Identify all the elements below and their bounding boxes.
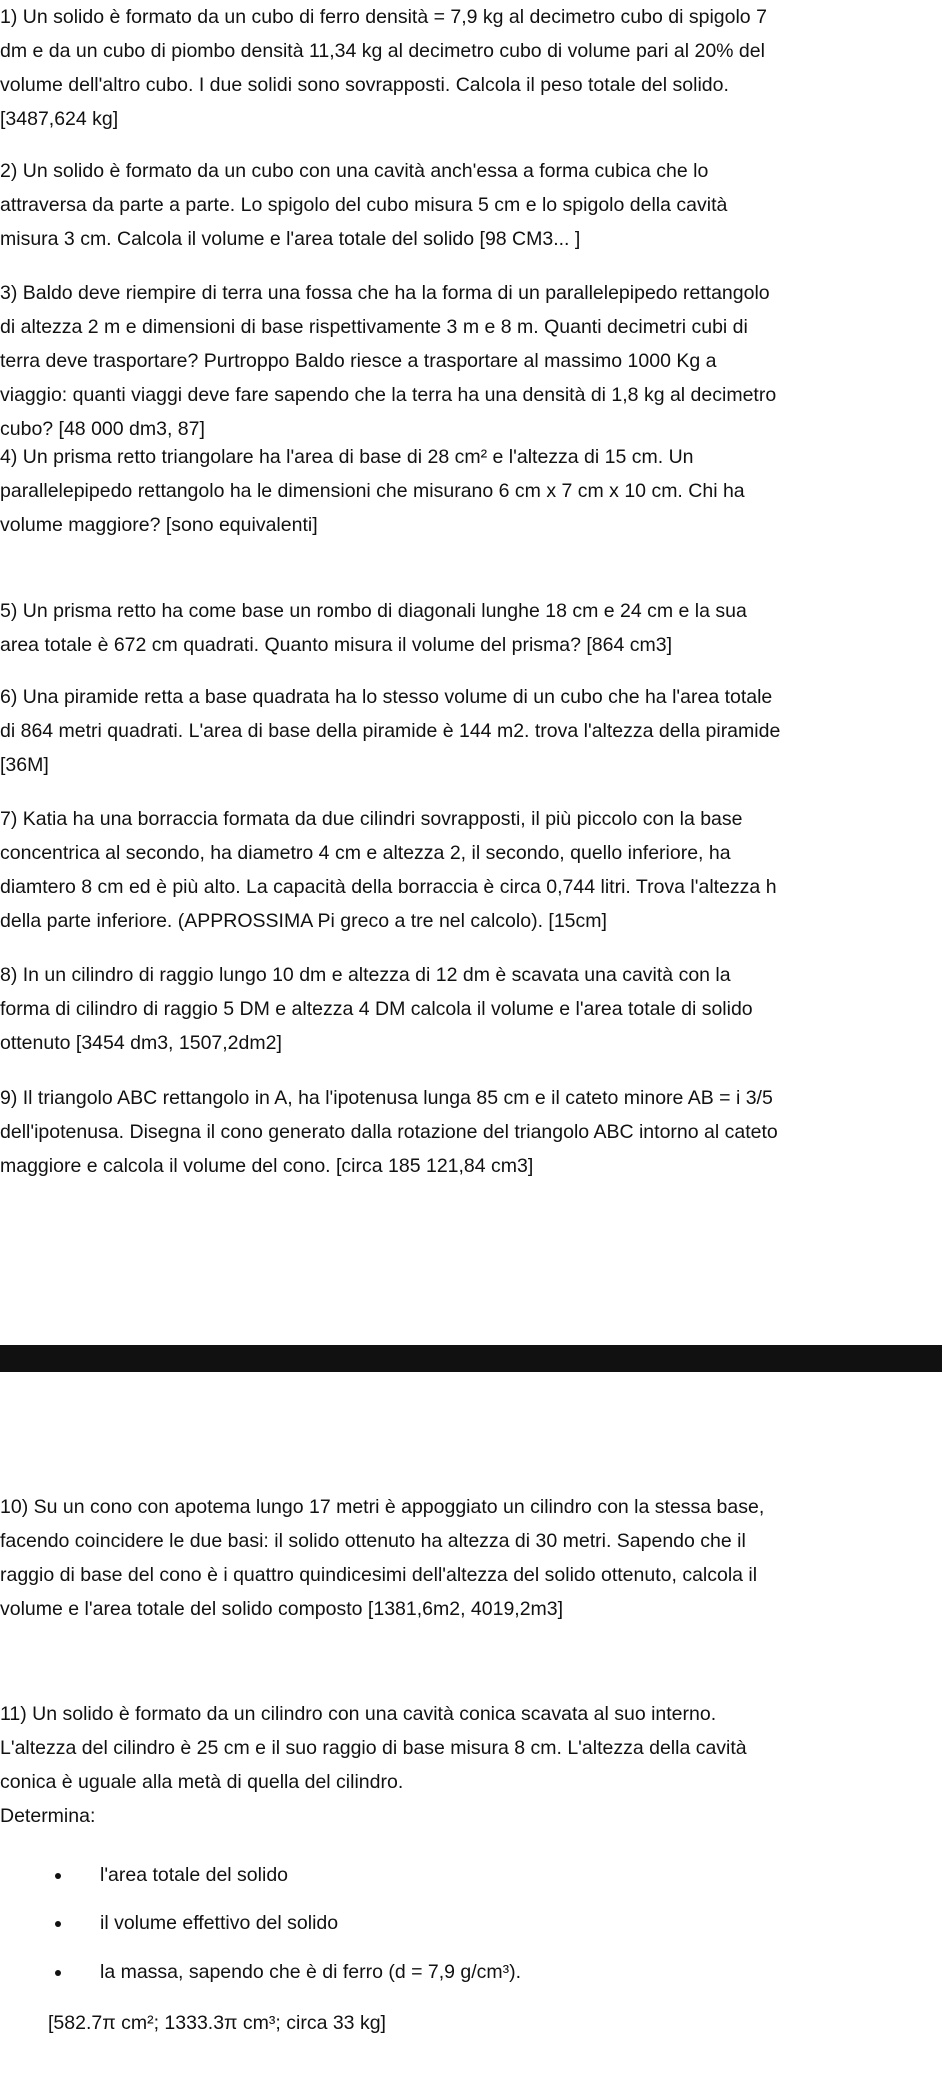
problem-text-line: viaggio: quanti viaggi deve fare sapendo che la terra ha una densità di 1,8 kg al decimetro <box>0 384 777 406</box>
problem-text-line: 5) Un prisma retto ha come base un rombo di diagonali lunghe 18 cm e 24 cm e la sua <box>0 600 747 622</box>
problem-3 <box>0 276 942 446</box>
problem-8 <box>0 958 942 1060</box>
problem-text-line: parallelepipedo rettangolo ha le dimensioni che misurano 6 cm x 7 cm x 10 cm. Chi ha <box>0 480 745 502</box>
list-item-text: la massa, sapendo che è di ferro (d = 7,9 g/cm³). <box>100 1961 522 1983</box>
problem-5 <box>0 594 942 662</box>
problem-text-line: della parte inferiore. (APPROSSIMA Pi greco a tre nel calcolo). [15cm] <box>0 910 607 932</box>
problem-text-line: Determina: <box>0 1805 96 1827</box>
problem-text-line: cubo? [48 000 dm3, 87] <box>0 418 205 440</box>
problem-1 <box>0 0 942 136</box>
problem-text-line: dm e da un cubo di piombo densità 11,34 kg al decimetro cubo di volume pari al 20% del <box>0 40 765 62</box>
bullet-dot-icon <box>55 1873 61 1879</box>
problem-text-line: diamtero 8 cm ed è più alto. La capacità della borraccia è circa 0,744 litri. Trova l'altezza h <box>0 876 777 898</box>
problem-4 <box>0 440 942 542</box>
problem-text-line: conica è uguale alla metà di quella del cilindro. <box>0 1771 404 1793</box>
problem-text-line: 10) Su un cono con apotema lungo 17 metri è appoggiato un cilindro con la stessa base, <box>0 1496 765 1518</box>
problem-10 <box>0 1490 942 1626</box>
problem-text-line: volume e l'area totale del solido composto [1381,6m2, 4019,2m3] <box>0 1598 564 1620</box>
problem-text-line: ottenuto [3454 dm3, 1507,2dm2] <box>0 1032 282 1054</box>
problem-11-answer <box>48 2006 942 2040</box>
bullet-dot-icon <box>55 1921 61 1927</box>
problem-text-line: facendo coincidere le due basi: il solido ottenuto ha altezza di 30 metri. Sapendo che il <box>0 1530 746 1552</box>
problem-9 <box>0 1081 942 1183</box>
problem-answer: [582.7π cm²; 1333.3π cm³; circa 33 kg] <box>48 2012 386 2034</box>
problem-text-line: 4) Un prisma retto triangolare ha l'area di base di 28 cm² e l'altezza di 15 cm. Un <box>0 446 694 468</box>
problem-11 <box>0 1697 942 1833</box>
problem-text-line: forma di cilindro di raggio 5 DM e altezza 4 DM calcola il volume e l'area totale di solido <box>0 998 753 1020</box>
problem-text-line: 8) In un cilindro di raggio lungo 10 dm e altezza di 12 dm è scavata una cavità con la <box>0 964 731 986</box>
problem-text-line: L'altezza del cilindro è 25 cm e il suo raggio di base misura 8 cm. L'altezza della cavità <box>0 1737 747 1759</box>
problem-text-line: 3) Baldo deve riempire di terra una fossa che ha la forma di un parallelepipedo rettangolo <box>0 282 770 304</box>
problem-text-line: raggio di base del cono è i quattro quindicesimi dell'altezza del solido ottenuto, calcola il <box>0 1564 758 1586</box>
problem-2 <box>0 154 942 256</box>
problem-text-line: volume dell'altro cubo. I due solidi sono sovrapposti. Calcola il peso totale del solido. <box>0 74 729 96</box>
problem-text-line: 7) Katia ha una borraccia formata da due cilindri sovrapposti, il più piccolo con la base <box>0 808 743 830</box>
problem-text-line: misura 3 cm. Calcola il volume e l'area totale del solido [98 CM3... ] <box>0 228 581 250</box>
problem-text-line: 1) Un solido è formato da un cubo di ferro densità = 7,9 kg al decimetro cubo di spigolo 7 <box>0 6 767 28</box>
page-separator-bar <box>0 1345 942 1372</box>
problem-text-line: 6) Una piramide retta a base quadrata ha lo stesso volume di un cubo che ha l'area totale <box>0 686 773 708</box>
problem-text-line: 11) Un solido è formato da un cilindro con una cavità conica scavata al suo interno. <box>0 1703 717 1725</box>
problem-text-line: di 864 metri quadrati. L'area di base della piramide è 144 m2. trova l'altezza della piramide <box>0 720 781 742</box>
problem-text-line: terra deve trasportare? Purtroppo Baldo riesce a trasportare al massimo 1000 Kg a <box>0 350 717 372</box>
problem-text-line: 2) Un solido è formato da un cubo con una cavità anch'essa a forma cubica che lo <box>0 160 709 182</box>
bullet-dot-icon <box>55 1970 61 1976</box>
list-item-text: il volume effettivo del solido <box>100 1912 339 1934</box>
problem-6 <box>0 680 942 782</box>
problem-answer: [3487,624 kg] <box>0 108 119 130</box>
problem-text-line: area totale è 672 cm quadrati. Quanto misura il volume del prisma? [864 cm3] <box>0 634 673 656</box>
problem-text-line: maggiore e calcola il volume del cono. [circa 185 121,84 cm3] <box>0 1155 534 1177</box>
problem-text-line: volume maggiore? [sono equivalenti] <box>0 514 318 536</box>
problem-answer: [36M] <box>0 754 49 776</box>
problem-text-line: di altezza 2 m e dimensioni di base rispettivamente 3 m e 8 m. Quanti decimetri cubi di <box>0 316 748 338</box>
problem-text-line: 9) Il triangolo ABC rettangolo in A, ha l'ipotenusa lunga 85 cm e il cateto minore AB = i 3/5 <box>0 1087 773 1109</box>
problem-text-line: concentrica al secondo, ha diametro 4 cm e altezza 2, il secondo, quello inferiore, ha <box>0 842 731 864</box>
problem-text-line: dell'ipotenusa. Disegna il cono generato dalla rotazione del triangolo ABC intorno al cateto <box>0 1121 778 1143</box>
problem-text-line: attraversa da parte a parte. Lo spigolo del cubo misura 5 cm e lo spigolo della cavità <box>0 194 728 216</box>
list-item-text: l'area totale del solido <box>100 1864 289 1886</box>
problem-7 <box>0 802 942 938</box>
